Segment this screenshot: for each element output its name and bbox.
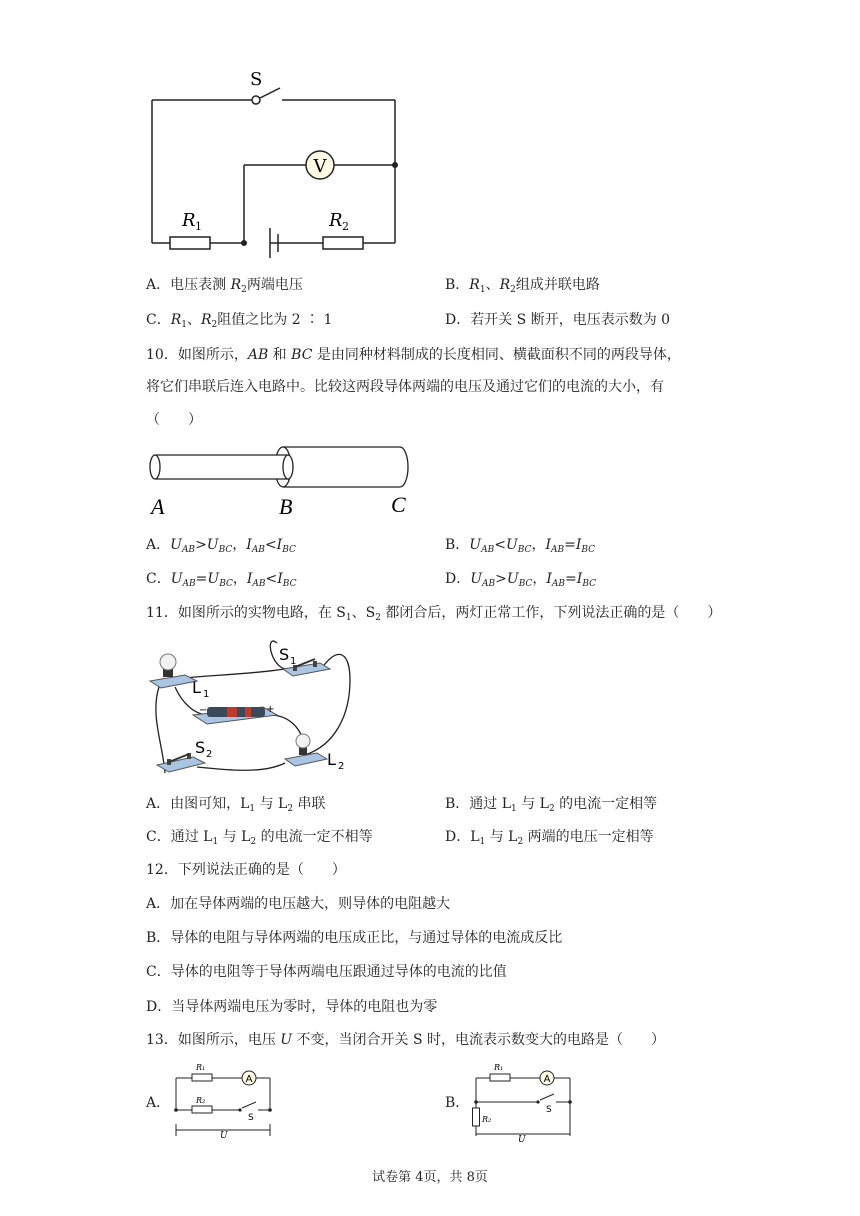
label-a: A [151,494,165,519]
svg-text:2: 2 [338,761,345,772]
l2-label: L [327,750,336,769]
voltmeter-symbol: V [313,156,327,177]
q10-option-a[interactable]: A．$U_{AB}>U_{BC}$，$I_{AB}<I_{BC}$ [146,537,296,555]
q12-stem: 12．下列说法正确的是（ ） [146,862,346,878]
r2-label: R₂ [482,1115,492,1124]
q10-stem-line3: （ ） [146,412,202,428]
q11-option-c[interactable]: C．通过 $L_1$ 与 $L_2$ 的电流一定不相等 [146,829,373,847]
q10-stem-line1: 10．如图所示，AB 和 BC 是由同种材料制成的长度相同、横截面积不同的两段导体， [146,347,681,363]
label-b: B [279,494,293,519]
page-footer: 试卷第 4页，共 8页 [372,1170,488,1185]
battery-minus: − [199,705,208,716]
q9-option-d[interactable]: D．若开关 S 断开，电压表示数为 0 [445,312,671,328]
switch-label: S [248,1113,254,1123]
r1-sub: 1 [195,220,202,233]
r1-label: R₁ [494,1063,504,1072]
voltage-label: U [518,1135,526,1145]
battery-plus: + [266,704,275,715]
l1-label: L [192,678,201,697]
q10-conductor-diagram [145,440,425,520]
s1-label: S [279,645,290,664]
r1-label: R₁ [196,1063,206,1072]
q13-circuit-b [468,1058,583,1143]
q10-option-c[interactable]: C．$U_{AB}=U_{BC}$，$I_{AB}<I_{BC}$ [146,571,297,589]
q11-physical-circuit [145,635,365,780]
label-c: C [391,492,406,517]
voltage-label: U [220,1131,228,1141]
q10-option-b[interactable]: B．$U_{AB}<U_{BC}$，$I_{AB}=I_{BC}$ [445,537,596,555]
q9-option-c[interactable]: C．$R_1$、$R_2$阻值之比为 2 ∶ 1 [146,312,333,330]
q13-option-b-letter[interactable]: B． [445,1095,470,1111]
q9-option-b[interactable]: B．$R_1$、$R_2$组成并联电路 [445,277,600,295]
q12-option-c[interactable]: C．导体的电阻等于导体两端电压跟通过导体的电流的比值 [146,964,507,980]
r2-sub: 2 [342,220,349,233]
q13-option-a-letter[interactable]: A． [146,1095,171,1111]
q12-option-d[interactable]: D．当导体两端电压为零时，导体的电阻也为零 [146,999,438,1015]
r2-label: R₂ [196,1096,206,1105]
switch-label: S [250,69,263,90]
q10-option-d[interactable]: D．$U_{AB}>U_{BC}$，$I_{AB}=I_{BC}$ [445,571,596,589]
q10-stem-line2: 将它们串联后连入电路中。比较这两段导体两端的电压及通过它们的电流的大小，有 [146,379,664,395]
ammeter-symbol: A [543,1074,551,1085]
q11-stem: 11．如图所示的实物电路，在 $S_1$、$S_2$ 都闭合后，两灯正常工作，下列说法正确的是（ ） [146,605,722,623]
q9-option-a[interactable]: A．电压表测 $R_2$两端电压 [146,277,303,295]
q12-option-b[interactable]: B．导体的电阻与导体两端的电压成正比，与通过导体的电流成反比 [146,930,563,946]
r2-label: R [329,210,343,231]
s2-label: S [195,738,206,757]
svg-text:1: 1 [290,656,297,667]
q13-stem: 13．如图所示，电压 U 不变，当闭合开关 S 时，电流表示数变大的电路是（ ） [146,1032,666,1048]
q11-option-d[interactable]: D．$L_1$ 与 $L_2$ 两端的电压一定相等 [445,829,654,847]
switch-label: S [546,1105,552,1115]
svg-text:2: 2 [206,749,213,760]
r1-label: R [182,210,196,231]
q9-circuit-diagram [140,60,410,265]
q13-circuit-a [170,1058,280,1143]
q12-option-a[interactable]: A．加在导体两端的电压越大，则导体的电阻越大 [146,896,451,912]
svg-text:1: 1 [203,689,210,700]
ammeter-symbol: A [245,1074,253,1085]
q11-option-a[interactable]: A．由图可知，$L_1$ 与 $L_2$ 串联 [146,796,326,814]
q11-option-b[interactable]: B．通过 $L_1$ 与 $L_2$ 的电流一定相等 [445,796,658,814]
